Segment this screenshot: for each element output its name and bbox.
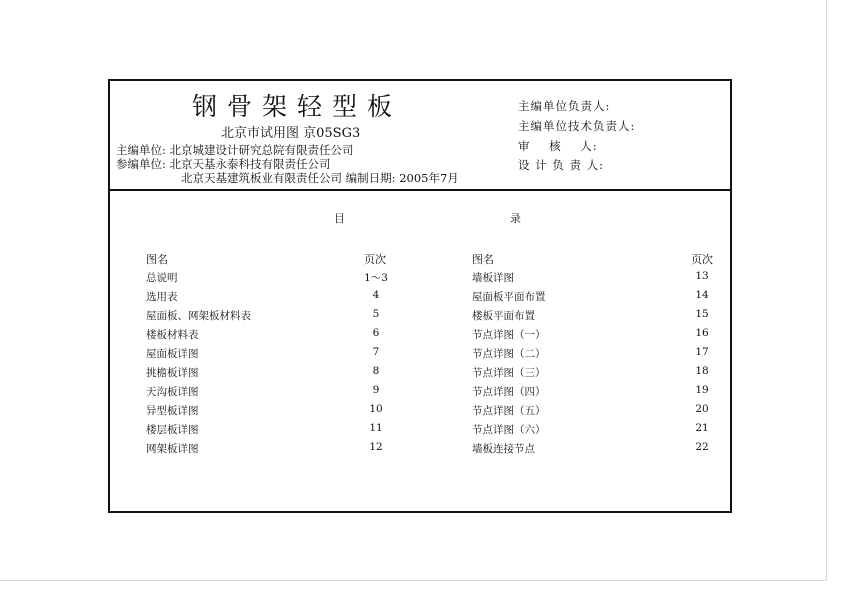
toc-item-name: 网架板详图	[146, 443, 199, 455]
toc-item-name: 墙板连接节点	[472, 443, 535, 455]
toc-item-page: 9	[372, 384, 380, 396]
responsible-technical: 主编单位技术负责人:	[518, 119, 636, 133]
participant-date-row	[181, 170, 459, 186]
toc-item-name: 楼板平面布置	[472, 310, 535, 322]
toc-col-page-right: 页次	[691, 253, 713, 266]
toc-item-page: 18	[695, 365, 709, 377]
participant-unit-name: 北京天基建筑板业有限责任公司	[181, 171, 342, 185]
chief-unit-name: 北京城建设计研究总院有限责任公司	[169, 143, 354, 157]
toc-item-page: 21	[695, 422, 709, 434]
toc-item-page: 14	[695, 289, 709, 301]
toc-item-page: 1～3	[364, 272, 388, 284]
toc-item-page: 19	[695, 384, 709, 396]
participant-unit-name: 北京天基永泰科技有限责任公司	[169, 157, 331, 171]
toc-item-name: 节点详图（四）	[472, 386, 546, 398]
responsible-designer: 设 计 负 责 人:	[518, 158, 604, 172]
toc-item-page: 8	[372, 365, 380, 377]
toc-item-name: 异型板详图	[146, 405, 199, 417]
toc-item-name: 天沟板详图	[146, 386, 199, 398]
document-subtitle: 北京市试用图 京05SG3	[221, 126, 361, 141]
participants-label: 参编单位:	[116, 157, 166, 171]
toc-item-page: 7	[372, 346, 380, 358]
toc-item-name: 选用表	[146, 291, 178, 303]
toc-item-page: 20	[695, 403, 709, 415]
toc-item-name: 屋面板平面布置	[472, 291, 546, 303]
toc-item-page: 12	[369, 441, 383, 453]
toc-item-page: 5	[372, 308, 380, 320]
toc-item-name: 屋面板详图	[146, 348, 199, 360]
toc-item-name: 节点详图（三）	[472, 367, 546, 379]
toc-item-page: 17	[695, 346, 709, 358]
toc-item-name: 节点详图（六）	[472, 424, 546, 436]
toc-item-name: 节点详图（五）	[472, 405, 546, 417]
document-title: 钢骨架轻型板	[192, 92, 403, 121]
toc-item-name: 墙板详图	[472, 272, 514, 284]
toc-item-name: 屋面板、网架板材料表	[146, 310, 251, 322]
toc-item-name: 楼板材料表	[146, 329, 199, 341]
compile-date: 2005年7月	[399, 171, 459, 185]
toc-item-name: 节点详图（二）	[472, 348, 546, 360]
toc-item-name: 楼层板详图	[146, 424, 199, 436]
date-label: 编制日期:	[345, 171, 396, 185]
toc-item-page: 6	[372, 327, 380, 339]
toc-item-page: 10	[369, 403, 383, 415]
toc-item-name: 总说明	[146, 272, 178, 284]
toc-item-page: 22	[695, 441, 709, 453]
header-divider	[110, 189, 730, 191]
page-edge-right	[826, 0, 827, 580]
toc-item-name: 节点详图（一）	[472, 329, 546, 341]
toc-item-page: 11	[369, 422, 383, 434]
chief-unit-label: 主编单位:	[116, 143, 166, 157]
toc-heading-right: 录	[510, 212, 521, 225]
responsible-reviewer: 审 核 人:	[518, 139, 598, 153]
toc-item-name: 挑檐板详图	[146, 367, 199, 379]
toc-item-page: 16	[695, 327, 709, 339]
toc-col-page-left: 页次	[364, 253, 386, 266]
toc-item-page: 4	[372, 289, 380, 301]
toc-heading-left: 目	[334, 212, 345, 225]
toc-col-name-right: 图名	[472, 253, 494, 266]
responsible-chief-unit: 主编单位负责人:	[518, 99, 611, 113]
page-edge-bottom	[0, 580, 827, 581]
toc-item-page: 15	[695, 308, 709, 320]
toc-item-page: 13	[695, 270, 709, 282]
drawing-frame	[108, 79, 732, 513]
toc-col-name-left: 图名	[146, 253, 168, 266]
